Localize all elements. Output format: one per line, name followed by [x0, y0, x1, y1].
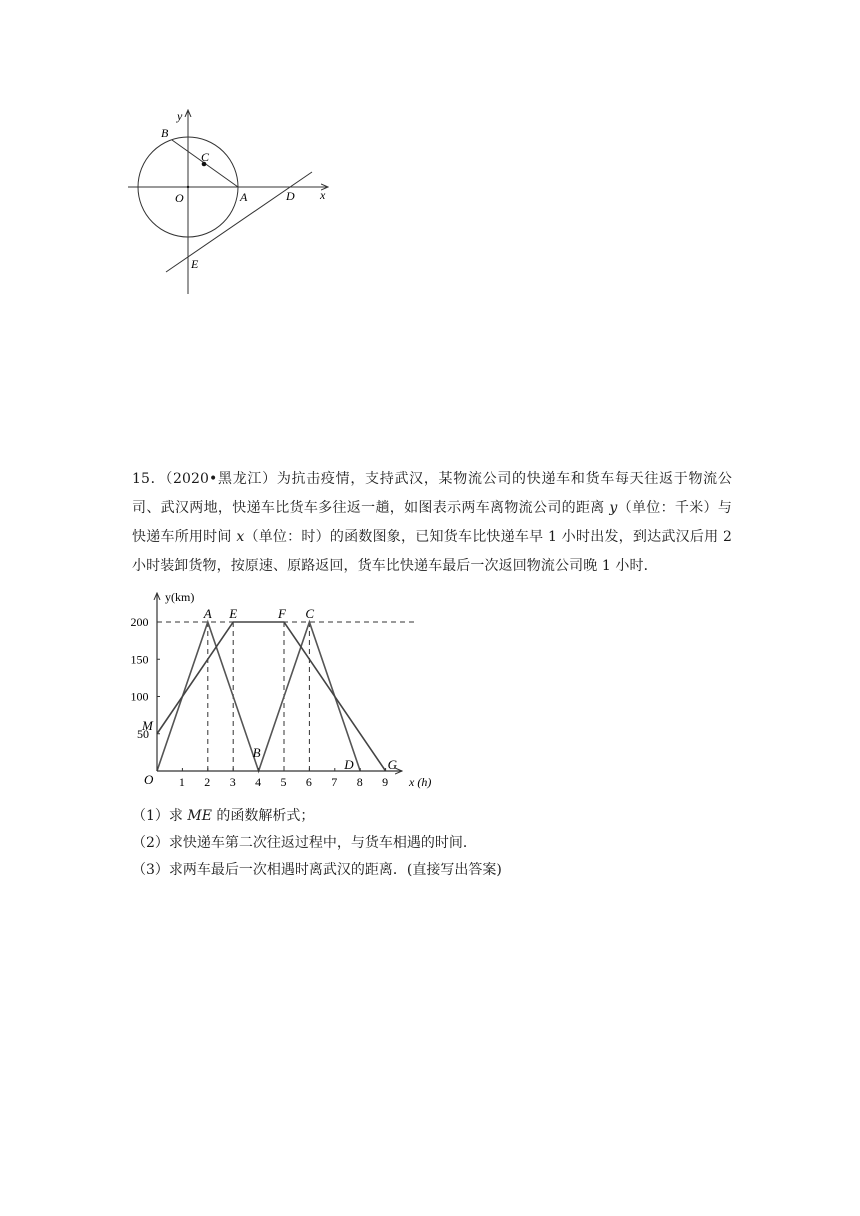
var-y: y — [609, 500, 618, 516]
chart-x-tick-label: 4 — [255, 775, 262, 789]
fig1-y-label: y — [177, 109, 183, 123]
question-1-prefix: （1）求 — [132, 808, 188, 824]
fig1-label-e: E — [191, 257, 199, 271]
chart-y-tick-label: 150 — [130, 652, 149, 667]
chart-point-label-m: M — [142, 717, 153, 733]
chart-origin-label: O — [144, 772, 154, 787]
chart-point-label-a: A — [203, 606, 212, 621]
problem-text-part-a: 为抗击疫情，支持武汉，某物流公司的快递车和货车每天往返于物流公司、武汉两地，快递车比货车多往返一趟，如图表示两车离物流公司的距离 — [132, 471, 732, 516]
questions-list — [132, 803, 732, 884]
question-2: （2）求快递车第二次往返过程中，与货车相遇的时间． — [132, 835, 477, 851]
chart-point-label-c: C — [305, 606, 315, 621]
chart-point-label-b: B — [252, 745, 261, 760]
chart-point-label-f: F — [278, 606, 286, 621]
fig1-label-c: C — [201, 150, 210, 164]
chart-x-tick-label: 7 — [331, 775, 338, 789]
chart-series-line-2 — [157, 622, 386, 771]
question-1-suffix: 的函数解析式； — [211, 808, 315, 824]
chart-y-tick-label: 50 — [137, 726, 149, 741]
chart-x-axis-label: x (h) — [409, 775, 432, 789]
chart-y-axis-label: y(km) — [165, 590, 195, 604]
chart-x-tick-label: 3 — [229, 775, 236, 789]
chart-point-label-g: G — [387, 757, 397, 772]
var-x: x — [236, 529, 245, 545]
chart-x-tick-label: 1 — [178, 775, 185, 789]
circle-figure — [0, 0, 860, 310]
chart-x-tick-label: 6 — [305, 775, 312, 789]
fig1-label-d: D — [286, 189, 295, 203]
fig1-label-b: B — [161, 126, 169, 140]
question-1 — [132, 803, 732, 830]
problem-text-part-b: （单位：千米）与快递车所用时间 — [132, 500, 732, 545]
fig1-label-o: O — [175, 191, 184, 205]
chart-y-tick-label: 100 — [130, 689, 149, 704]
chart-point-label-d: D — [344, 757, 354, 772]
chart-x-tick-label: 9 — [382, 775, 389, 789]
chart-x-tick-label: 2 — [204, 775, 211, 789]
question-3: （3）求两车最后一次相遇时离武汉的距离．(直接写出答案) — [132, 862, 502, 878]
chart-point-label-e: E — [229, 606, 238, 621]
chart-x-tick-label: 5 — [280, 775, 287, 789]
problem-15-text — [132, 465, 732, 581]
problem-source: （2020•黑龙江） — [165, 471, 277, 487]
fig1-x-label: x — [320, 188, 326, 202]
question-1-var: ME — [187, 808, 212, 824]
problem-text-part-c: （单位：时）的函数图象，已知货车比快递车早 1 小时出发，到达武汉后用 2 小时装卸货物，按原速、原路返回，货车比快递车最后一次返回物流公司晚 1 小时． — [132, 529, 732, 574]
fig1-label-a: A — [240, 190, 248, 204]
chart-y-tick-label: 200 — [130, 615, 149, 629]
fig1-point-o — [187, 186, 189, 188]
problem-number: 15． — [132, 471, 166, 487]
chart-x-tick-label: 8 — [356, 775, 363, 789]
distance-time-chart — [0, 585, 860, 805]
